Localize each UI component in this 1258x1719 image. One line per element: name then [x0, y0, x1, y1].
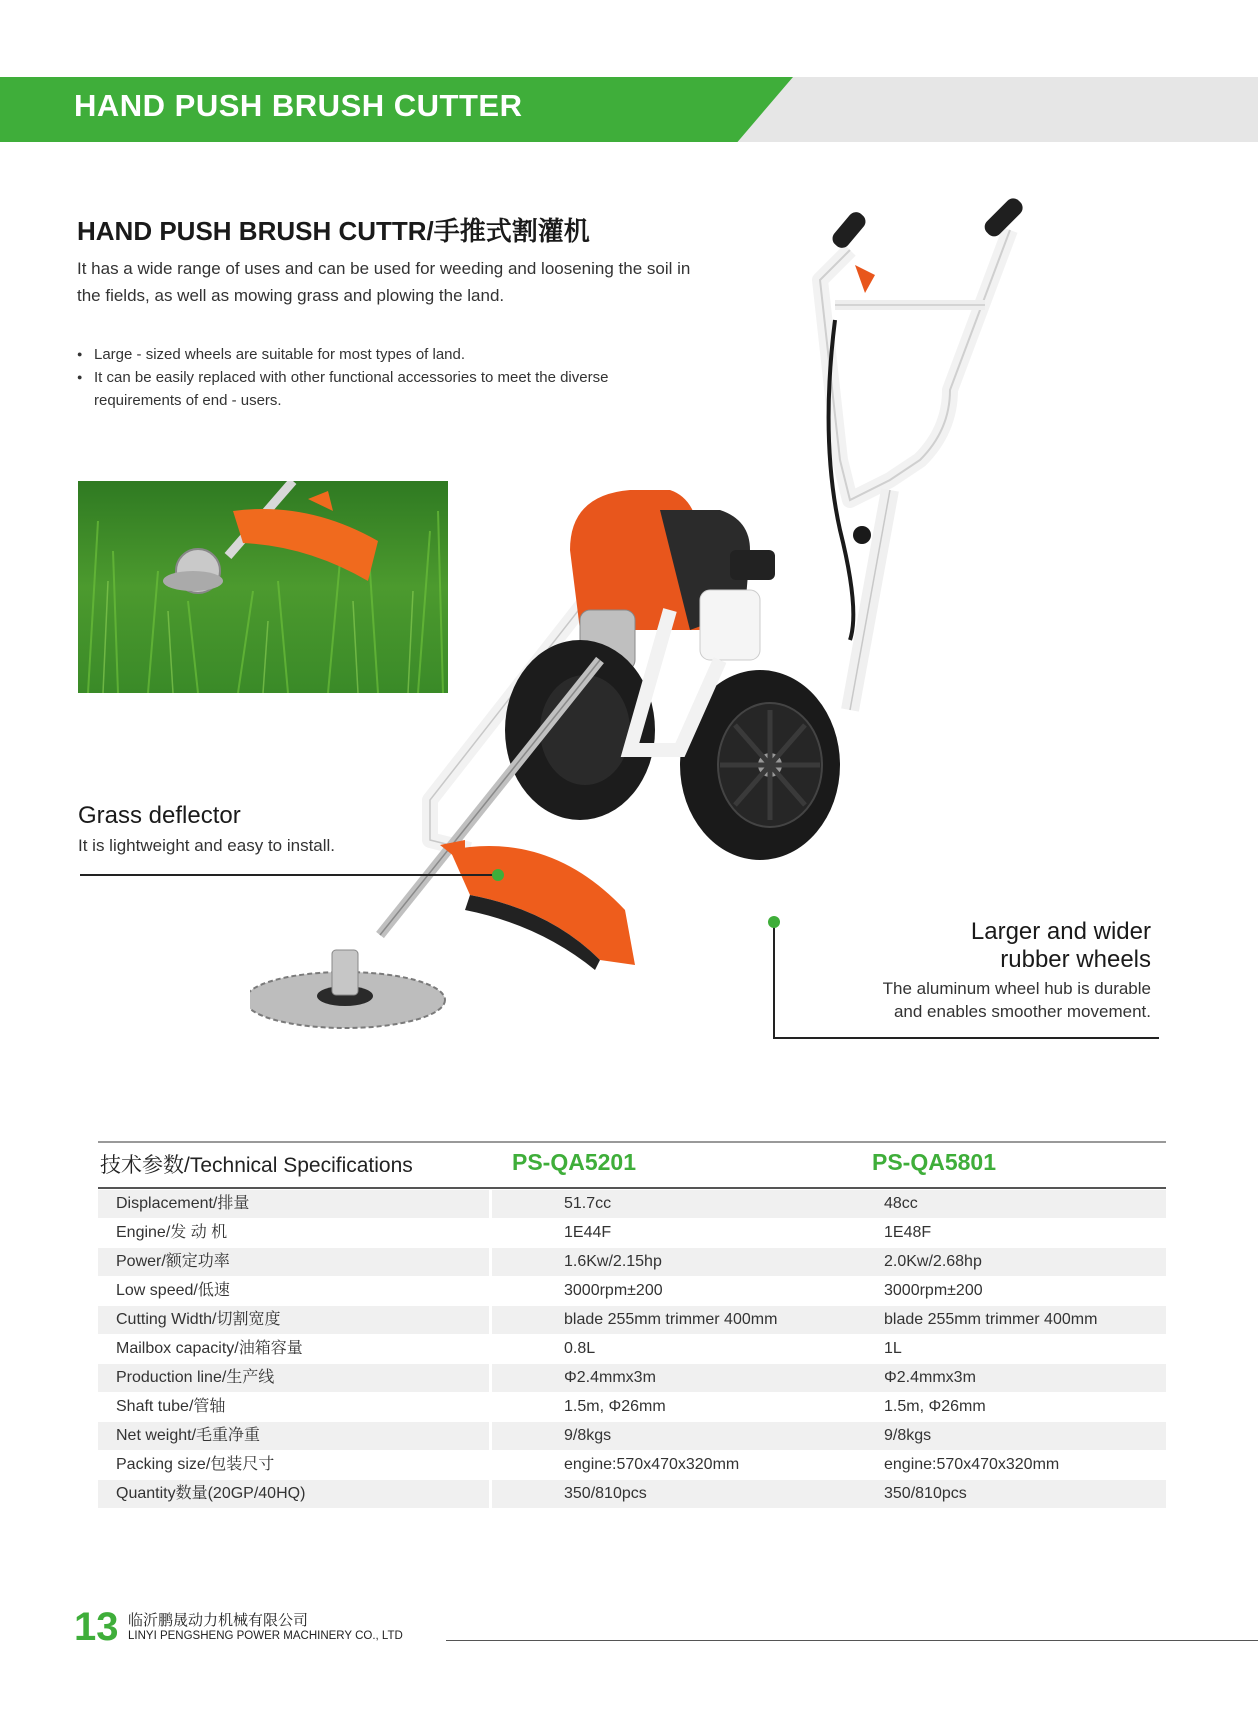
spec-table-header-label: 技术参数/Technical Specifications — [100, 1154, 413, 1177]
company-name-english: LINYI PENGSHENG POWER MACHINERY CO., LTD — [128, 1630, 403, 1642]
deflector-callout-desc: It is lightweight and easy to install. — [78, 836, 336, 855]
spec-table-model-header: PS-QA5801 — [872, 1149, 997, 1175]
wheels-title-line: Larger and wider — [970, 918, 1151, 945]
spec-value: 9/8kgs — [848, 1422, 1166, 1450]
table-row — [98, 1422, 1166, 1451]
wheels-leader-line-vertical — [773, 921, 775, 1039]
table-row — [98, 1364, 1166, 1393]
spec-value: blade 255mm trimmer 400mm — [492, 1306, 848, 1334]
spec-value: 48cc — [848, 1190, 1166, 1218]
table-row — [98, 1219, 1166, 1248]
spec-value: Φ2.4mmx3m — [848, 1364, 1166, 1392]
spec-value: Φ2.4mmx3m — [492, 1364, 848, 1392]
spec-label: Quantity数量(20GP/40HQ) — [98, 1480, 489, 1508]
brush-cutter-product-image — [250, 190, 1150, 1040]
spec-value: 9/8kgs — [492, 1422, 848, 1450]
wheels-callout-dot — [768, 916, 780, 928]
spec-label: Mailbox capacity/油箱容量 — [116, 1340, 303, 1357]
table-row — [98, 1306, 1166, 1335]
wheels-title-line: rubber wheels — [1000, 946, 1151, 973]
wheels-callout-desc — [883, 977, 1151, 1023]
spec-value: 2.0Kw/2.68hp — [848, 1248, 1166, 1276]
table-row — [98, 1451, 1166, 1480]
wheels-desc-line: The aluminum wheel hub is durable — [882, 979, 1151, 998]
spec-label: Net weight/毛重净重 — [98, 1422, 489, 1450]
footer-rule — [446, 1640, 1258, 1641]
spec-label: Displacement/排量 — [98, 1190, 489, 1218]
wheels-desc-line: and enables smoother movement. — [893, 1002, 1151, 1021]
spec-label: Engine/发 动 机 — [116, 1224, 228, 1241]
spec-value: 1L — [884, 1340, 902, 1357]
deflector-callout-dot — [492, 869, 504, 881]
spec-table-model-header: PS-QA5201 — [512, 1149, 637, 1175]
spec-label: Cutting Width/切割宽度 — [98, 1306, 489, 1334]
feature-item: ● Large - sized wheels are suitable for most types of land. — [77, 343, 637, 366]
spec-label: Shaft tube/管轴 — [116, 1398, 226, 1415]
spec-value: 3000rpm±200 — [564, 1282, 663, 1299]
spec-label: Low speed/低速 — [116, 1282, 230, 1299]
table-row — [98, 1248, 1166, 1277]
feature-item: ● It can be easily replaced with other functional accessories to meet the diverse requirements of end - users. — [77, 366, 637, 412]
spec-value: 3000rpm±200 — [884, 1282, 983, 1299]
spec-value: 1.6Kw/2.15hp — [492, 1248, 848, 1276]
table-row — [98, 1277, 1166, 1306]
spec-value: 0.8L — [564, 1340, 596, 1357]
deflector-leader-line — [80, 874, 500, 876]
deflector-callout-title: Grass deflector — [78, 802, 241, 829]
product-intro: It has a wide range of uses and can be used for weeding and loosening the soil in the fields, as well as mowing grass and plowing the land. — [77, 259, 691, 305]
wheels-leader-line-horizontal — [773, 1037, 1159, 1039]
table-row — [98, 1393, 1166, 1422]
spec-value: engine:570x470x320mm — [564, 1456, 740, 1473]
spec-label: Packing size/包装尺寸 — [116, 1456, 275, 1473]
spec-value: 51.7cc — [492, 1190, 848, 1218]
spec-label: Production line/生产线 — [98, 1364, 489, 1392]
spec-value: 1.5m, Φ26mm — [884, 1398, 986, 1415]
spec-table-top-rule — [98, 1141, 1166, 1143]
page-title: HAND PUSH BRUSH CUTTER — [74, 88, 523, 123]
table-row — [98, 1480, 1166, 1509]
table-row — [98, 1335, 1166, 1364]
spec-label: Power/额定功率 — [98, 1248, 489, 1276]
product-heading: HAND PUSH BRUSH CUTTR/手推式割灌机 — [77, 216, 590, 246]
table-row — [98, 1190, 1166, 1219]
spec-value: engine:570x470x320mm — [884, 1456, 1060, 1473]
spec-value: 350/810pcs — [492, 1480, 848, 1508]
wheels-callout-title — [971, 918, 1151, 974]
spec-value: blade 255mm trimmer 400mm — [848, 1306, 1166, 1334]
spec-table-header-rule — [98, 1187, 1166, 1189]
page-number: 13 — [74, 1605, 119, 1649]
spec-value: 350/810pcs — [848, 1480, 1166, 1508]
spec-value: 1.5m, Φ26mm — [564, 1398, 666, 1415]
spec-value: 1E44F — [564, 1224, 612, 1241]
company-name-chinese: 临沂鹏晟动力机械有限公司 — [128, 1612, 309, 1629]
spec-value: 1E48F — [884, 1224, 932, 1241]
